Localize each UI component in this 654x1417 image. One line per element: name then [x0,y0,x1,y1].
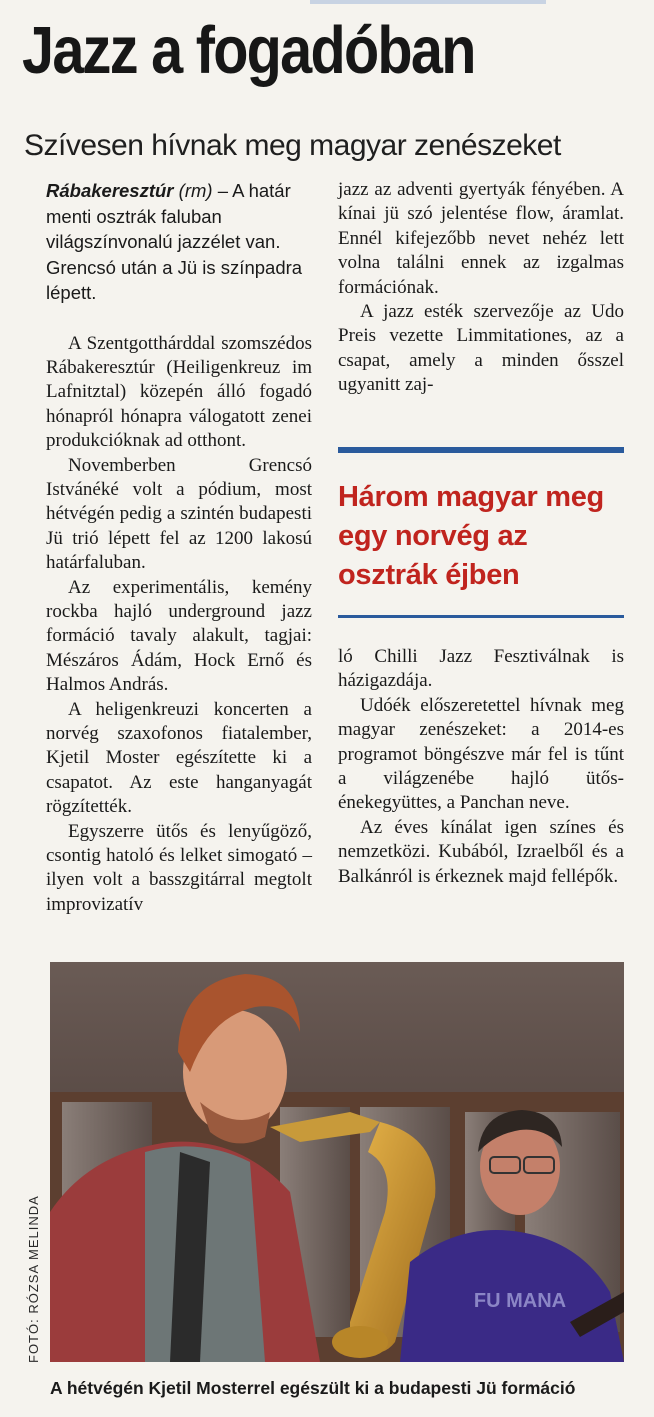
body-paragraph: Egyszerre ütős és lenyűgöző, csontig hatoló és lelket simogató – ilyen volt a basszgitárral megtolt improvizatív [46,820,312,915]
body-paragraph: Novemberben Grencsó Istvánéké volt a pódium, most hétvégén pedig a szintén budapesti Jü trió lépett fel az 1200 lakosú határfaluban. [46,454,312,574]
box-bottom-rule [338,615,624,618]
shirt-text: FU MANA [473,1290,567,1312]
lead-place: Rábakeresztúr [46,180,174,201]
body-continuation: ló Chilli Jazz Fesztiválnak is házigazdája. [338,646,624,692]
body-paragraph: Udóék előszeretettel hívnak meg magyar zenészeket: a 2014-es programot böngészve már fel is tűnt a világzenébe hajló ütős-énekegyüttes, a Panchan neve. [338,694,624,814]
body-paragraph: A heligenkreuzi koncerten a norvég szaxofonos fiatalember, Kjetil Moster egészítette ki a csapatot. Az este hanganyagát rögzítették. [46,698,312,818]
right-column-bottom [338,645,624,889]
box-title: Három magyar meg egy norvég az osztrák éjben [338,481,604,591]
photo-caption: A hétvégén Kjetil Mosterrel egészült ki a budapesti Jü formáció [50,1378,576,1398]
concert-photo [50,962,624,1362]
body-continuation: jazz az adventi gyertyák fényében. A kínai jü szó jelentése flow, áramlat. Ennél kifejezőbb nevet nehéz lett volna találni ennek az izgalmas formációnak. [338,179,624,298]
article-lead [46,178,308,306]
photo-credit: FOTÓ: RÓZSA MELINDA [26,1195,41,1363]
body-paragraph: Az experimentális, kemény rockba hajló underground jazz formáció tavaly alakult, tagjai: Mészáros Ádám, Hock Ernő és Halmos András. [46,576,312,696]
top-edge-bar [310,0,546,4]
article-headline: Jazz a fogadóban [22,13,475,88]
body-paragraph: A Szentgotthárddal szomszédos Rábakeresztúr (Heiligenkreuz im Lafnitztal) közepén álló fogadó hónapról hónapra válogatott zenei produkcióknak ad otthont. [46,332,312,452]
photo-illustration [50,962,624,1362]
article-subheadline: Szívesen hívnak meg magyar zenészeket [24,129,561,162]
body-paragraph: A jazz esték szervezője az Udo Preis vezette Limmitationes, az a csapat, amely a minden ősszel ugyanitt zaj- [338,301,624,396]
right-column-top [338,178,624,398]
lead-text: – A határ menti osztrák faluban világszínvonalú jazzélet van. Grencsó után a Jü is színpadra lépett. [46,180,303,303]
box-top-rule [338,447,624,453]
lead-author: (rm) [178,180,213,201]
body-paragraph: Az éves kínálat igen színes és nemzetközi. Kubából, Izraelből és a Balkánról is érkeznek majd fellépők. [338,816,624,887]
left-column [46,178,312,917]
